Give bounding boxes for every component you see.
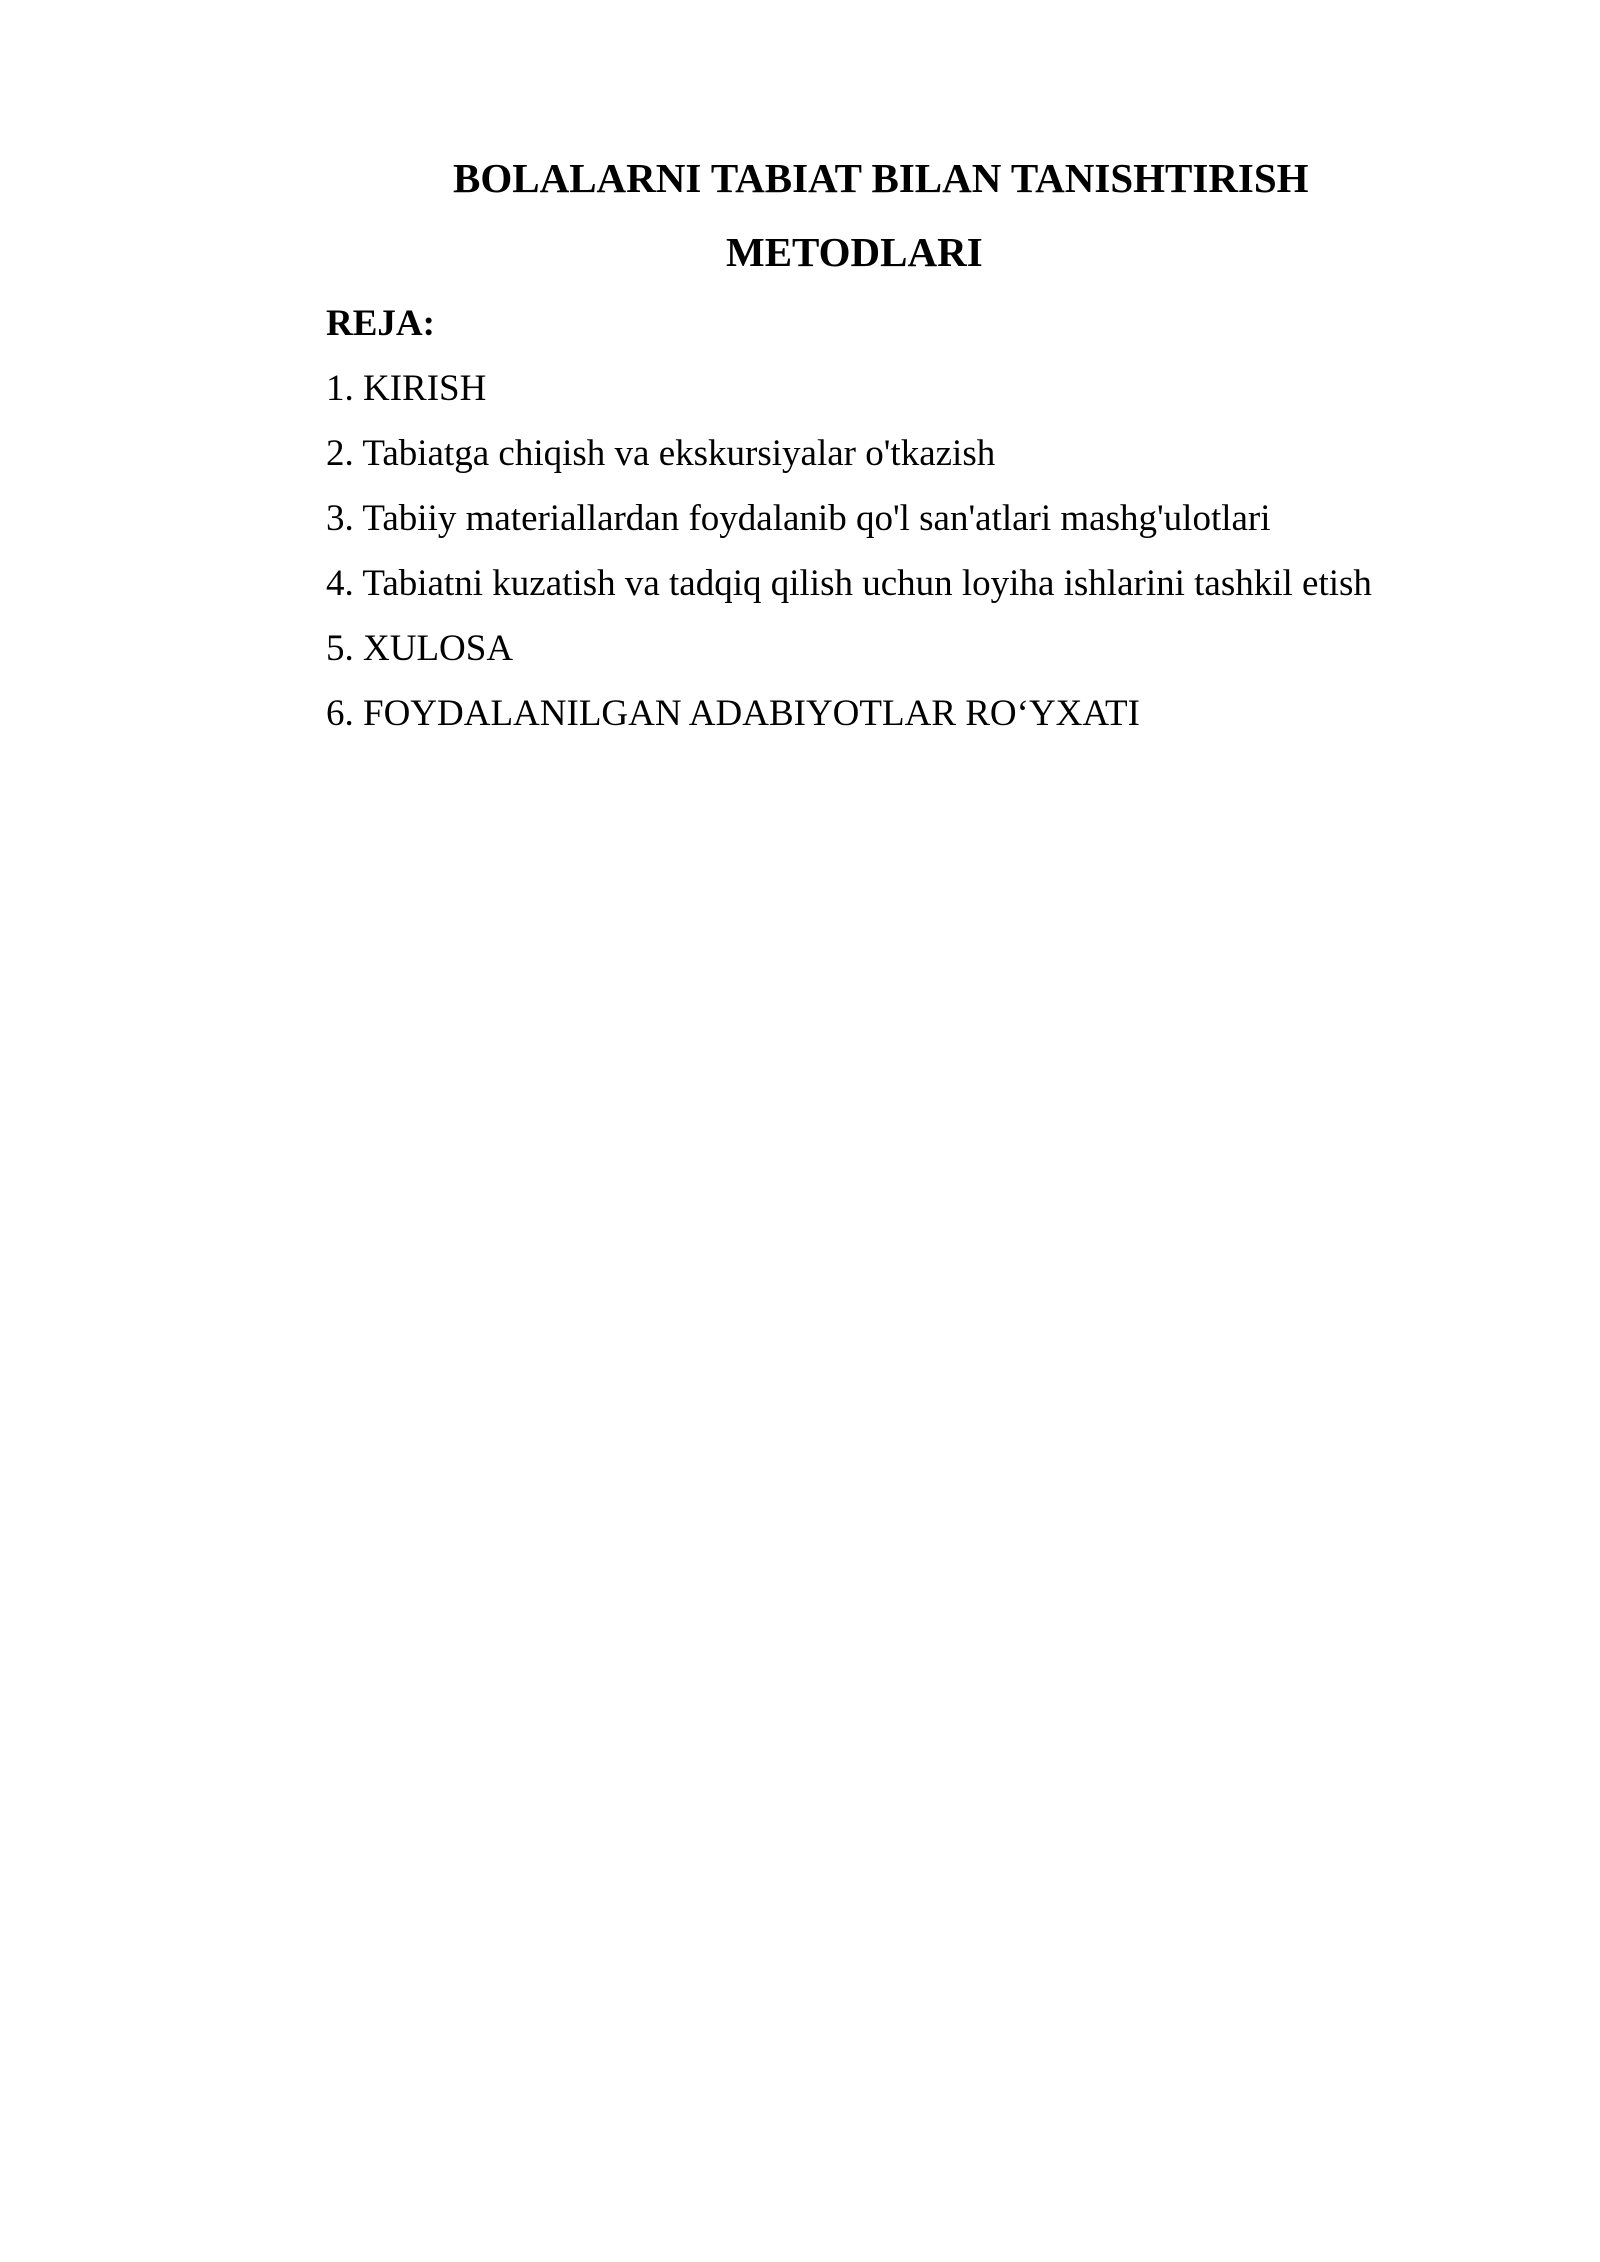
plan-item: 4. Tabiatni kuzatish va tadqiq qilish uchun loyiha ishlarini tashkil etish	[326, 563, 1372, 604]
document-title-line-2: METODLARI	[726, 229, 983, 275]
document-title-line-1: BOLALARNI TABIAT BILAN TANISHTIRISH	[453, 155, 1309, 201]
plan-list	[326, 370, 1372, 760]
plan-item: 6. FOYDALANILGAN ADABIYOTLAR RO‘YXATI	[326, 693, 1140, 734]
plan-heading: REJA:	[326, 303, 435, 344]
plan-item: 5. XULOSA	[326, 628, 514, 669]
plan-item: 3. Tabiiy materiallardan foydalanib qo'l san'atlari mashg'ulotlari	[326, 498, 1271, 539]
plan-item: 2. Tabiatga chiqish va ekskursiyalar o'tkazish	[326, 433, 996, 474]
plan-item: 1. KIRISH	[326, 368, 487, 409]
